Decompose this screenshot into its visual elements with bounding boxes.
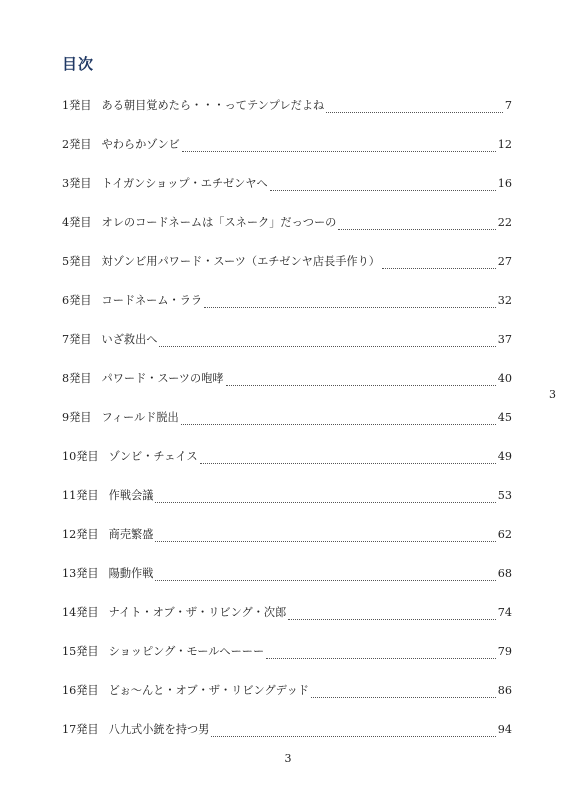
dot-leader [181,416,496,425]
dot-leader [226,377,496,386]
chapter-title: ある朝目覚めたら・・・ってテンプレだよね [101,99,325,112]
chapter-number: 8発目 [62,372,92,385]
toc-entry[interactable] [62,398,512,437]
page-number: 74 [497,606,512,619]
chapter-number: 10発目 [62,450,99,463]
dot-leader [155,494,495,503]
page-number: 49 [497,450,512,463]
toc-entry-label [62,515,153,554]
page-number: 94 [497,723,512,736]
chapter-number: 4発目 [62,216,92,229]
page-number: 62 [497,528,512,541]
page-number: 45 [497,411,512,424]
page-number: 86 [497,684,512,697]
page-number: 16 [497,177,512,190]
dot-leader [326,104,503,113]
toc-entry-label [62,554,153,593]
chapter-number: 11発目 [62,489,99,502]
page-number: 12 [497,138,512,151]
dot-leader [270,182,496,191]
toc-entry-label [62,398,179,437]
toc-entry[interactable] [62,359,512,398]
dot-leader [182,143,496,152]
chapter-title: トイガンショップ・エチゼンヤへ [101,177,268,190]
page-number: 27 [497,255,512,268]
dot-leader [338,221,495,230]
dot-leader [159,338,495,347]
chapter-title: コードネーム・ララ [101,294,203,307]
toc-entry-label [62,593,286,632]
chapter-title: いざ救出へ [101,333,158,346]
chapter-title: ナイト・オブ・ザ・リビング・次郎 [108,606,287,619]
toc-entry[interactable] [62,632,512,671]
side-page-number: 3 [549,388,556,401]
chapter-number: 14発目 [62,606,99,619]
toc-entry[interactable] [62,242,512,281]
footer-page-number: 3 [284,752,292,765]
page-number: 68 [497,567,512,580]
dot-leader [382,260,496,269]
chapter-title: 対ゾンビ用パワード・スーツ（エチゼンヤ店長手作り） [101,255,380,268]
toc-entry[interactable] [62,164,512,203]
toc-entry[interactable] [62,203,512,242]
toc-entry[interactable] [62,710,512,749]
chapter-number: 2発目 [62,138,92,151]
chapter-title: 作戦会議 [108,489,154,502]
toc-entry[interactable] [62,437,512,476]
chapter-number: 9発目 [62,411,92,424]
page-number: 53 [497,489,512,502]
toc-entry[interactable] [62,320,512,359]
toc-entry[interactable] [62,554,512,593]
toc-entry-label [62,476,153,515]
page-number: 7 [504,99,512,112]
toc-entry[interactable] [62,671,512,710]
toc-entry-label [62,632,264,671]
toc-entry-label [62,320,157,359]
chapter-title: ショッピング・モールへーーー [108,645,265,658]
toc-entry[interactable] [62,515,512,554]
toc-entry[interactable] [62,281,512,320]
chapter-title: 八九式小銃を持つ男 [108,723,210,736]
page-number: 32 [497,294,512,307]
toc-entry-label [62,437,198,476]
dot-leader [155,572,495,581]
chapter-number: 13発目 [62,567,99,580]
page-number: 40 [497,372,512,385]
toc-entry-label [62,281,202,320]
dot-leader [311,689,496,698]
toc-entry[interactable] [62,86,512,125]
page-number: 79 [497,645,512,658]
toc-entry[interactable] [62,476,512,515]
dot-leader [288,611,495,620]
page-number: 37 [497,333,512,346]
toc-entry-label [62,671,309,710]
chapter-title: どぉ～んと・オブ・ザ・リビングデッド [108,684,309,697]
chapter-title: パワード・スーツの咆哮 [101,372,224,385]
toc-entry-label [62,203,336,242]
chapter-number: 16発目 [62,684,99,697]
toc-title: 目次 [62,55,95,73]
dot-leader [211,728,495,737]
chapter-number: 12発目 [62,528,99,541]
chapter-title: フィールド脱出 [101,411,179,424]
toc-entry-label [62,242,380,281]
chapter-number: 3発目 [62,177,92,190]
toc-entry[interactable] [62,593,512,632]
chapter-title: 商売繁盛 [108,528,154,541]
chapter-number: 6発目 [62,294,92,307]
toc-entry-label [62,164,268,203]
chapter-title: ゾンビ・チェイス [108,450,198,463]
chapter-title: 陽動作戦 [108,567,154,580]
chapter-title: オレのコードネームは「スネーク」だっつーの [101,216,337,229]
page-number: 22 [497,216,512,229]
dot-leader [200,455,496,464]
toc-entry-label [62,359,224,398]
dot-leader [155,533,495,542]
chapter-number: 15発目 [62,645,99,658]
chapter-number: 7発目 [62,333,92,346]
toc-entry-label [62,125,180,164]
toc-entry-label [62,710,209,749]
dot-leader [266,650,496,659]
chapter-number: 17発目 [62,723,99,736]
toc-entry-label [62,86,324,125]
chapter-number: 5発目 [62,255,92,268]
toc-list [62,86,512,749]
dot-leader [204,299,496,308]
chapter-title: やわらかゾンビ [101,138,180,151]
toc-entry[interactable] [62,125,512,164]
chapter-number: 1発目 [62,99,92,112]
